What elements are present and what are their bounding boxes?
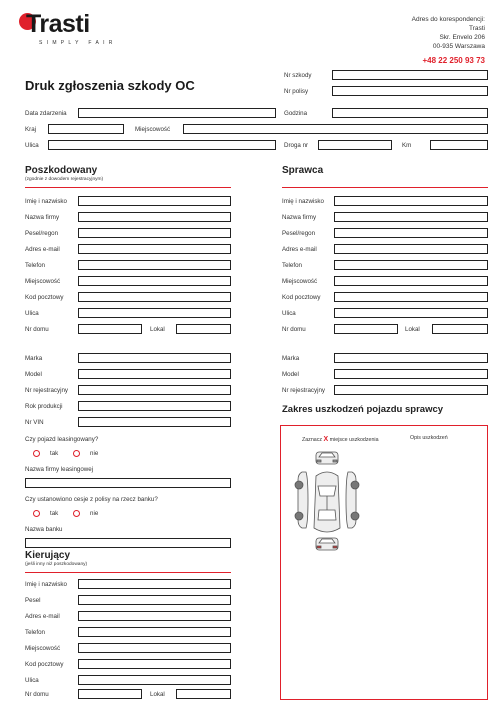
bank-yes-label: tak — [50, 510, 59, 517]
perp-city-field[interactable] — [334, 276, 488, 286]
driver-title: Kierujący — [25, 550, 71, 561]
injured-field-label: Nazwa firmy — [25, 214, 60, 221]
vehicle-plate-field[interactable] — [78, 385, 231, 395]
perp-name-field[interactable] — [334, 196, 488, 206]
vehicle-field-label: Rok produkcji — [25, 403, 63, 410]
injured-city-field[interactable] — [78, 276, 231, 286]
injured-email-field[interactable] — [78, 244, 231, 254]
injured-zip-field[interactable] — [78, 292, 231, 302]
logo: Trasti — [26, 10, 90, 38]
driver-email-field[interactable] — [78, 611, 231, 621]
injured-pesel-field[interactable] — [78, 228, 231, 238]
damage-description-label: Opis uszkodzeń — [410, 435, 448, 441]
bank-no-label: nie — [90, 510, 99, 517]
perp-make-field[interactable] — [334, 353, 488, 363]
driver-field-label: Adres e-mail — [25, 613, 60, 620]
perpetrator-title: Sprawca — [282, 165, 324, 176]
car-diagram-icon[interactable] — [284, 448, 366, 556]
perp-field-label: Ulica — [282, 310, 296, 317]
injured-house-field[interactable] — [78, 324, 142, 334]
address-city: 00-935 Warszawa — [432, 43, 485, 50]
driver-pesel-field[interactable] — [78, 595, 231, 605]
driver-street-field[interactable] — [78, 675, 231, 685]
mark-x-icon: X — [323, 436, 329, 443]
date-field[interactable] — [78, 108, 276, 118]
leasing-yes-radio[interactable] — [33, 450, 40, 457]
leasing-question: Czy pojazd leasingowany? — [25, 436, 99, 443]
street-field[interactable] — [48, 140, 276, 150]
perp-field-label: Adres e-mail — [282, 246, 317, 253]
perp-flat-field[interactable] — [432, 324, 488, 334]
perp-field-label: Kod pocztowy — [282, 294, 321, 301]
perp-phone-field[interactable] — [334, 260, 488, 270]
driver-divider — [25, 572, 231, 573]
bank-name-label: Nazwa banku — [25, 526, 63, 533]
perp-house-field[interactable] — [334, 324, 398, 334]
perp-house-label: Nr domu — [282, 326, 306, 333]
place-label: Miejscowość — [135, 126, 171, 133]
vehicle-field-label: Nr VIN — [25, 419, 44, 426]
hour-label: Godzina — [284, 110, 308, 117]
address-company: Trasti — [468, 25, 485, 32]
vehicle-year-field[interactable] — [78, 401, 231, 411]
injured-flat-field[interactable] — [176, 324, 231, 334]
injured-field-label: Kod pocztowy — [25, 294, 64, 301]
perp-model-field[interactable] — [334, 369, 488, 379]
driver-field-label: Pesel — [25, 597, 41, 604]
logo-tagline: SIMPLY FAIR — [39, 40, 117, 46]
perp-plate-field[interactable] — [334, 385, 488, 395]
perp-flat-label: Lokal — [405, 326, 420, 333]
injured-company-field[interactable] — [78, 212, 231, 222]
injured-field-label: Ulica — [25, 310, 39, 317]
driver-field-label: Miejscowość — [25, 645, 61, 652]
form-title: Druk zgłoszenia szkody OC — [25, 78, 195, 93]
mark-prefix: Zaznacz — [302, 437, 323, 443]
leasing-no-label: nie — [90, 450, 99, 457]
perp-vehicle-label: Nr rejestracyjny — [282, 387, 325, 394]
perp-field-label: Nazwa firmy — [282, 214, 317, 221]
injured-field-label: Imię i nazwisko — [25, 198, 67, 205]
perp-street-field[interactable] — [334, 308, 488, 318]
injured-house-label: Nr domu — [25, 326, 49, 333]
perp-field-label: Telefon — [282, 262, 302, 269]
driver-field-label: Kod pocztowy — [25, 661, 64, 668]
leasing-company-field[interactable] — [25, 478, 231, 488]
policy-no-field[interactable] — [332, 86, 488, 96]
injured-field-label: Pesel/regon — [25, 230, 59, 237]
street-label: Ulica — [25, 142, 39, 149]
driver-subtitle: (jeśli inny niż poszkodowany) — [25, 562, 88, 567]
damage-title: Zakres uszkodzeń pojazdu sprawcy — [282, 404, 444, 415]
injured-flat-label: Lokal — [150, 326, 165, 333]
driver-zip-field[interactable] — [78, 659, 231, 669]
injured-field-label: Miejscowość — [25, 278, 61, 285]
policy-no-label: Nr polisy — [284, 88, 309, 95]
bank-yes-radio[interactable] — [33, 510, 40, 517]
driver-field-label: Imię i nazwisko — [25, 581, 67, 588]
driver-house-field[interactable] — [78, 689, 142, 699]
driver-phone-field[interactable] — [78, 627, 231, 637]
bank-no-radio[interactable] — [73, 510, 80, 517]
perpetrator-divider — [282, 187, 488, 188]
perp-company-field[interactable] — [334, 212, 488, 222]
driver-house-label: Nr domu — [25, 691, 49, 698]
damage-instruction — [302, 436, 379, 444]
perp-field-label: Pesel/regon — [282, 230, 316, 237]
injured-street-field[interactable] — [78, 308, 231, 318]
driver-field-label: Ulica — [25, 677, 39, 684]
address-box: Skr. Envelo 206 — [439, 34, 485, 41]
perp-vehicle-label: Model — [282, 371, 299, 378]
injured-name-field[interactable] — [78, 196, 231, 206]
driver-flat-field[interactable] — [176, 689, 231, 699]
leasing-yes-label: tak — [50, 450, 59, 457]
perp-email-field[interactable] — [334, 244, 488, 254]
injured-field-label: Telefon — [25, 262, 45, 269]
injured-title: Poszkodowany — [25, 165, 98, 176]
claim-no-label: Nr szkody — [284, 72, 312, 79]
driver-flat-label: Lokal — [150, 691, 165, 698]
road-no-field[interactable] — [318, 140, 392, 150]
perp-vehicle-label: Marka — [282, 355, 300, 362]
km-label: Km — [402, 142, 412, 149]
vehicle-field-label: Model — [25, 371, 42, 378]
perp-pesel-field[interactable] — [334, 228, 488, 238]
vehicle-field-label: Nr rejestracyjny — [25, 387, 68, 394]
address-heading: Adres do korespondencji: — [411, 16, 485, 23]
bank-question: Czy ustanowiono cesje z polisy na rzecz banku? — [25, 496, 158, 503]
injured-subtitle: (zgodnie z dowodem rejestracyjnym) — [25, 177, 104, 182]
perp-field-label: Miejscowość — [282, 278, 318, 285]
country-label: Kraj — [25, 126, 37, 133]
phone-number: +48 22 250 93 73 — [422, 56, 485, 65]
km-field[interactable] — [430, 140, 488, 150]
perp-field-label: Imię i nazwisko — [282, 198, 324, 205]
country-field[interactable] — [48, 124, 124, 134]
bank-name-field[interactable] — [25, 538, 231, 548]
leasing-no-radio[interactable] — [73, 450, 80, 457]
driver-name-field[interactable] — [78, 579, 231, 589]
driver-city-field[interactable] — [78, 643, 231, 653]
vehicle-model-field[interactable] — [78, 369, 231, 379]
road-no-label: Droga nr — [284, 142, 309, 149]
injured-field-label: Adres e-mail — [25, 246, 60, 253]
driver-field-label: Telefon — [25, 629, 45, 636]
hour-field[interactable] — [332, 108, 488, 118]
mark-suffix: miejsce uszkodzenia — [329, 437, 379, 443]
claim-no-field[interactable] — [332, 70, 488, 80]
leasing-company-label: Nazwa firmy leasingowej — [25, 466, 94, 473]
perp-zip-field[interactable] — [334, 292, 488, 302]
injured-divider — [25, 187, 231, 188]
vehicle-make-field[interactable] — [78, 353, 231, 363]
injured-phone-field[interactable] — [78, 260, 231, 270]
vehicle-field-label: Marka — [25, 355, 43, 362]
vehicle-vin-field[interactable] — [78, 417, 231, 427]
date-label: Data zdarzenia — [25, 110, 67, 117]
place-field[interactable] — [183, 124, 488, 134]
